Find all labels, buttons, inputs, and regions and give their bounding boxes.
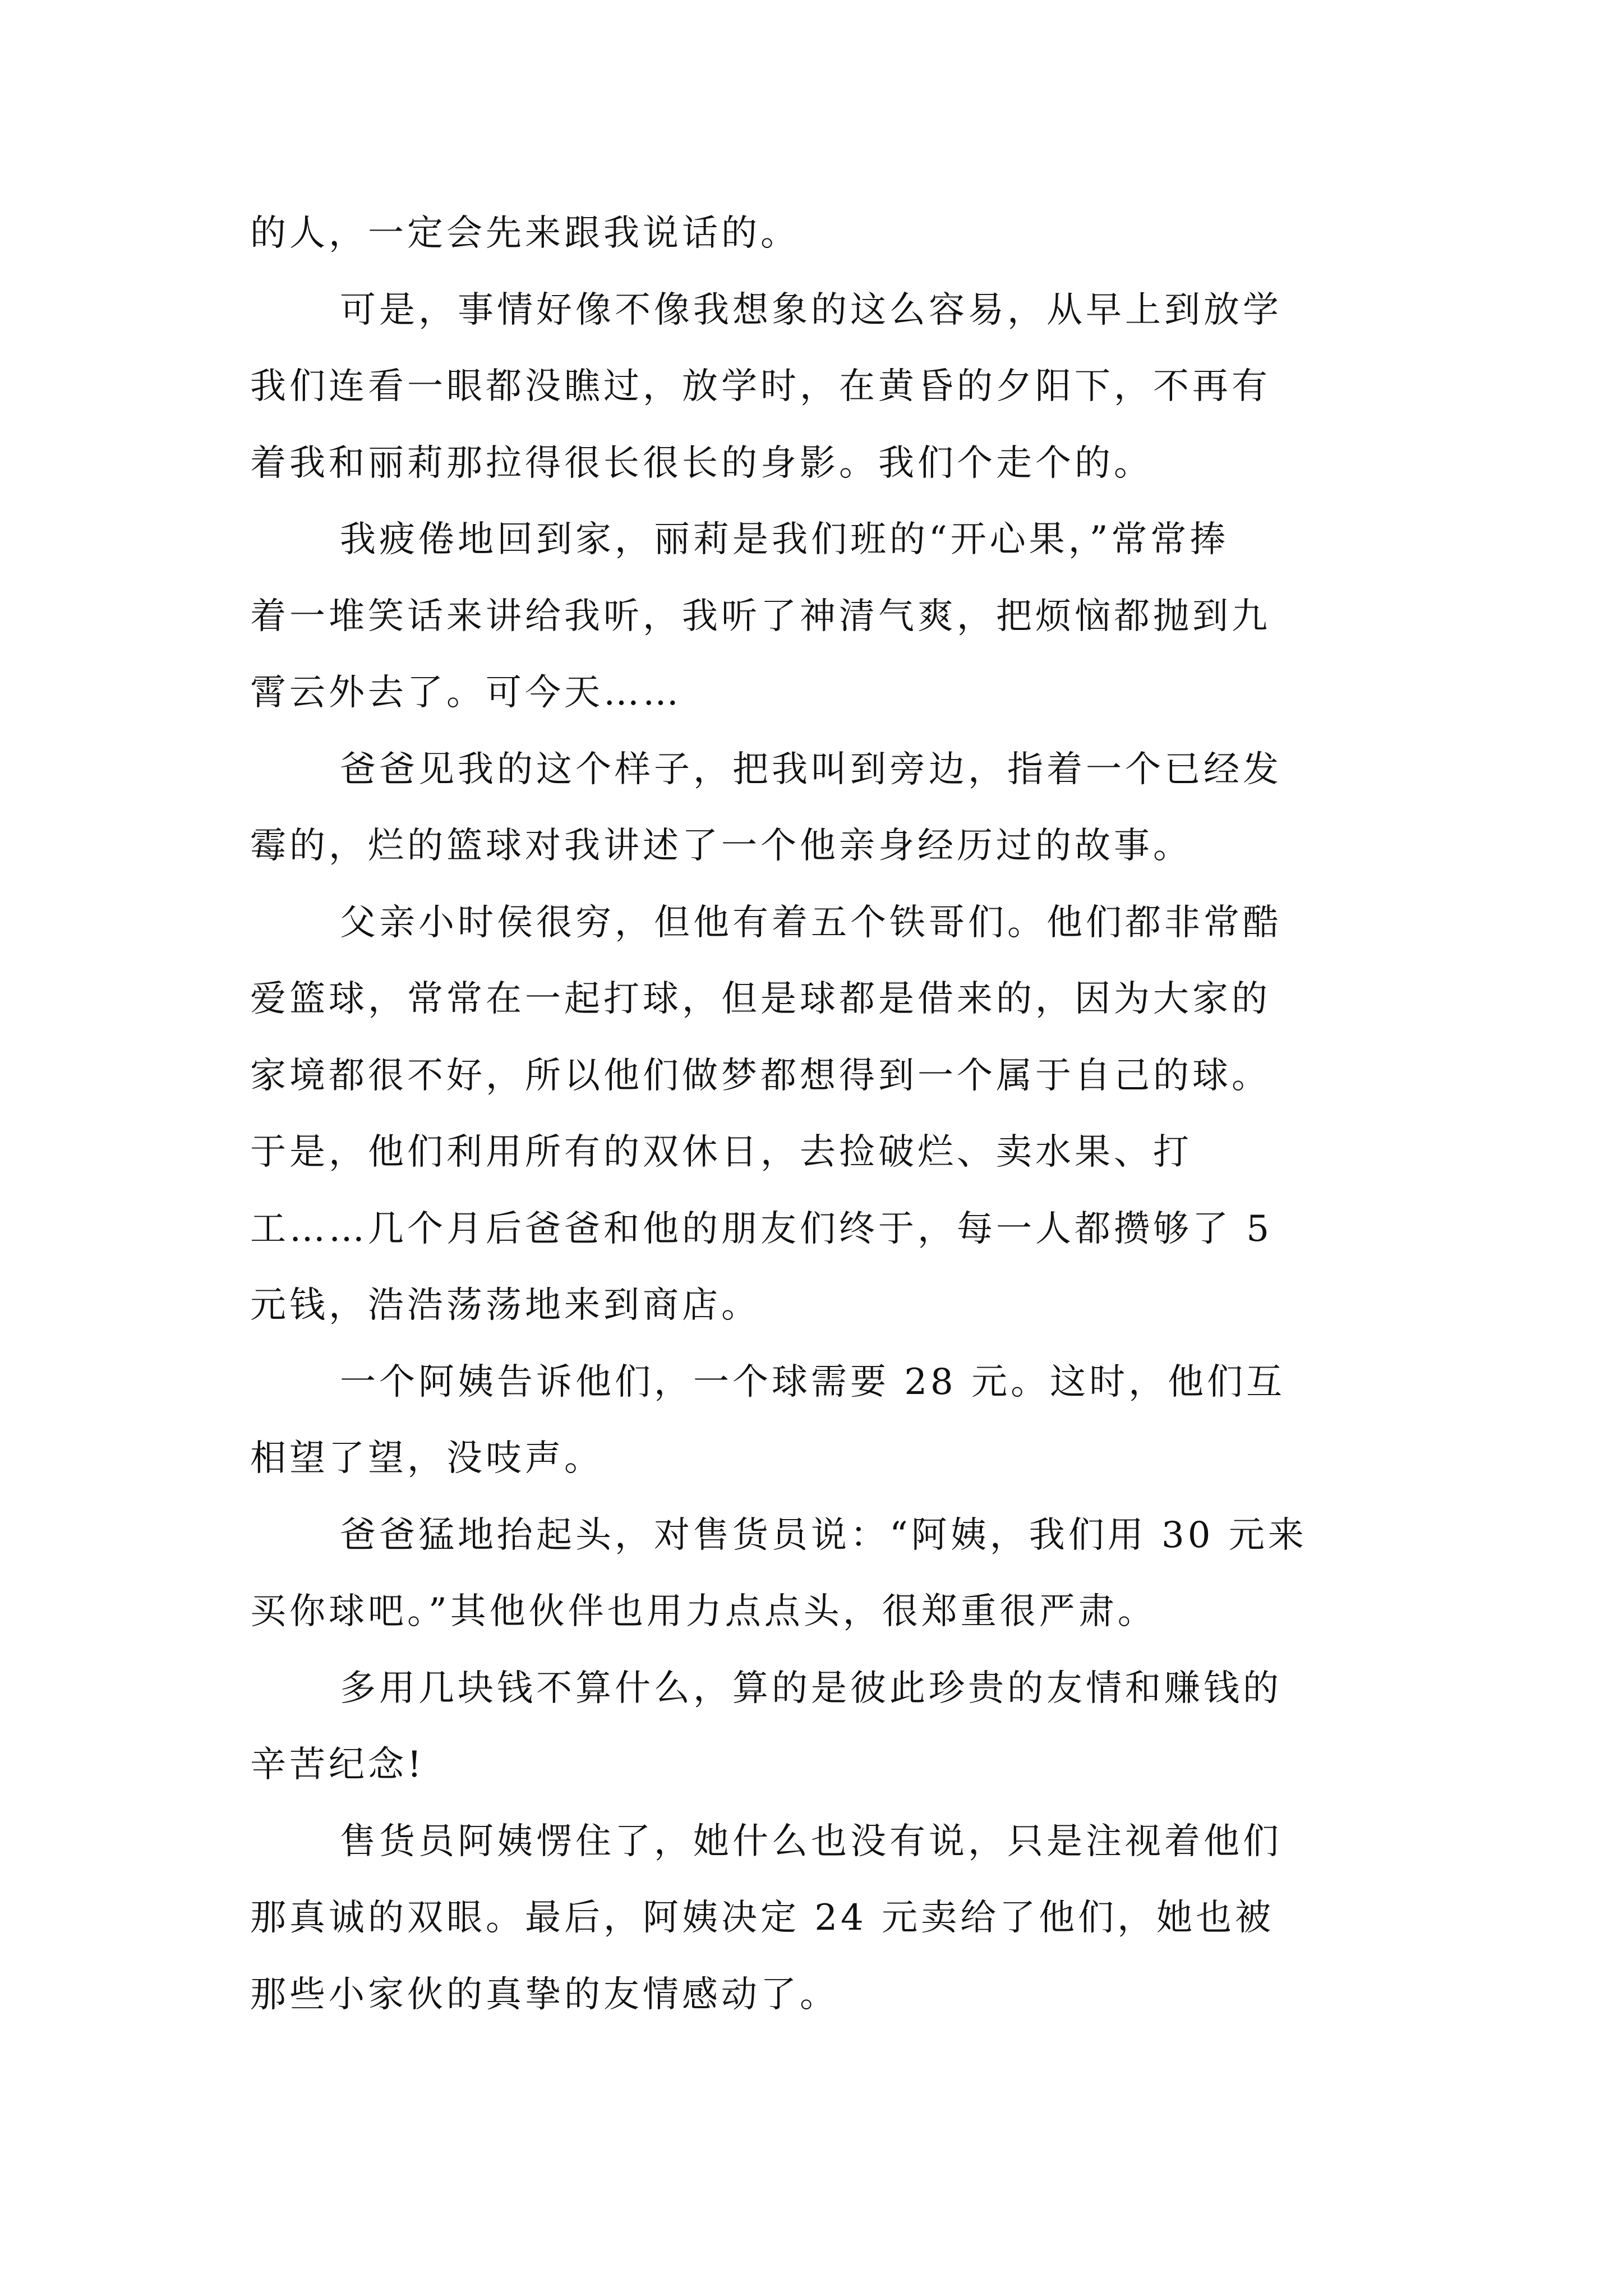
text-line: 元钱，浩浩荡荡地来到商店。 [250, 1285, 760, 1326]
text-line: 爱篮球，常常在一起打球，但是球都是借来的，因为大家的 [250, 978, 1271, 1020]
text-line: 那真诚的双眼。最后，阿姨决定 24 元卖给了他们，她也被 [250, 1897, 1275, 1939]
paragraph [250, 731, 1383, 885]
paragraph [250, 1344, 1383, 1497]
text-line: 霉的，烂的篮球对我讲述了一个他亲身经历过的故事。 [250, 825, 1192, 867]
text-line: 我疲倦地回到家，丽莉是我们班的“开心果，”常常捧 [340, 519, 1229, 560]
text-line: 父亲小时侯很穷，但他有着五个铁哥们。他们都非常酷 [340, 901, 1282, 944]
text-line: 售货员阿姨愣住了，她什么也没有说，只是注视着他们 [340, 1820, 1282, 1862]
text-line: 的人，一定会先来跟我说话的。 [250, 213, 800, 254]
paragraph [250, 1497, 1383, 1650]
text-line: 买你球吧。”其他伙伴也用力点点头，很郑重很严肃。 [250, 1591, 1157, 1632]
text-line: 可是，事情好像不像我想象的这么容易，从早上到放学 [340, 289, 1282, 331]
text-line: 着一堆笑话来讲给我听，我听了神清气爽，把烦恼都抛到九 [250, 595, 1271, 637]
text-line: 相望了望，没吱声。 [250, 1438, 603, 1479]
text-line: 一个阿姨告诉他们，一个球需要 28 元。这时，他们互 [340, 1361, 1286, 1403]
text-line: 我们连看一眼都没瞧过，放学时，在黄昏的夕阳下，不再有 [250, 366, 1271, 407]
text-line: 工……几个月后爸爸和他的朋友们终于，每一人都攒够了 5 [250, 1208, 1273, 1250]
paragraph [250, 272, 1383, 502]
paragraph [250, 1803, 1383, 2033]
text-line: 霄云外去了。可今天…… [250, 672, 682, 714]
text-line: 爸爸见我的这个样子，把我叫到旁边，指着一个已经发 [340, 748, 1282, 790]
paragraph [250, 1650, 1383, 1803]
document-body [250, 195, 1383, 2033]
paragraph [250, 195, 1383, 272]
paragraph [250, 885, 1383, 1344]
text-line: 辛苦纪念! [250, 1744, 425, 1786]
text-line: 爸爸猛地抬起头，对售货员说：“阿姨，我们用 30 元来 [340, 1514, 1307, 1556]
text-line: 那些小家伙的真挚的友情感动了。 [250, 1973, 839, 2016]
text-line: 多用几块钱不算什么，算的是彼此珍贵的友情和赚钱的 [340, 1667, 1282, 1709]
paragraph [250, 501, 1383, 731]
text-line: 着我和丽莉那拉得很长很长的身影。我们个走个的。 [250, 442, 1153, 484]
text-line: 家境都很不好，所以他们做梦都想得到一个属于自己的球。 [250, 1055, 1271, 1097]
text-line: 于是，他们利用所有的双休日，去捡破烂、卖水果、打 [250, 1131, 1192, 1173]
